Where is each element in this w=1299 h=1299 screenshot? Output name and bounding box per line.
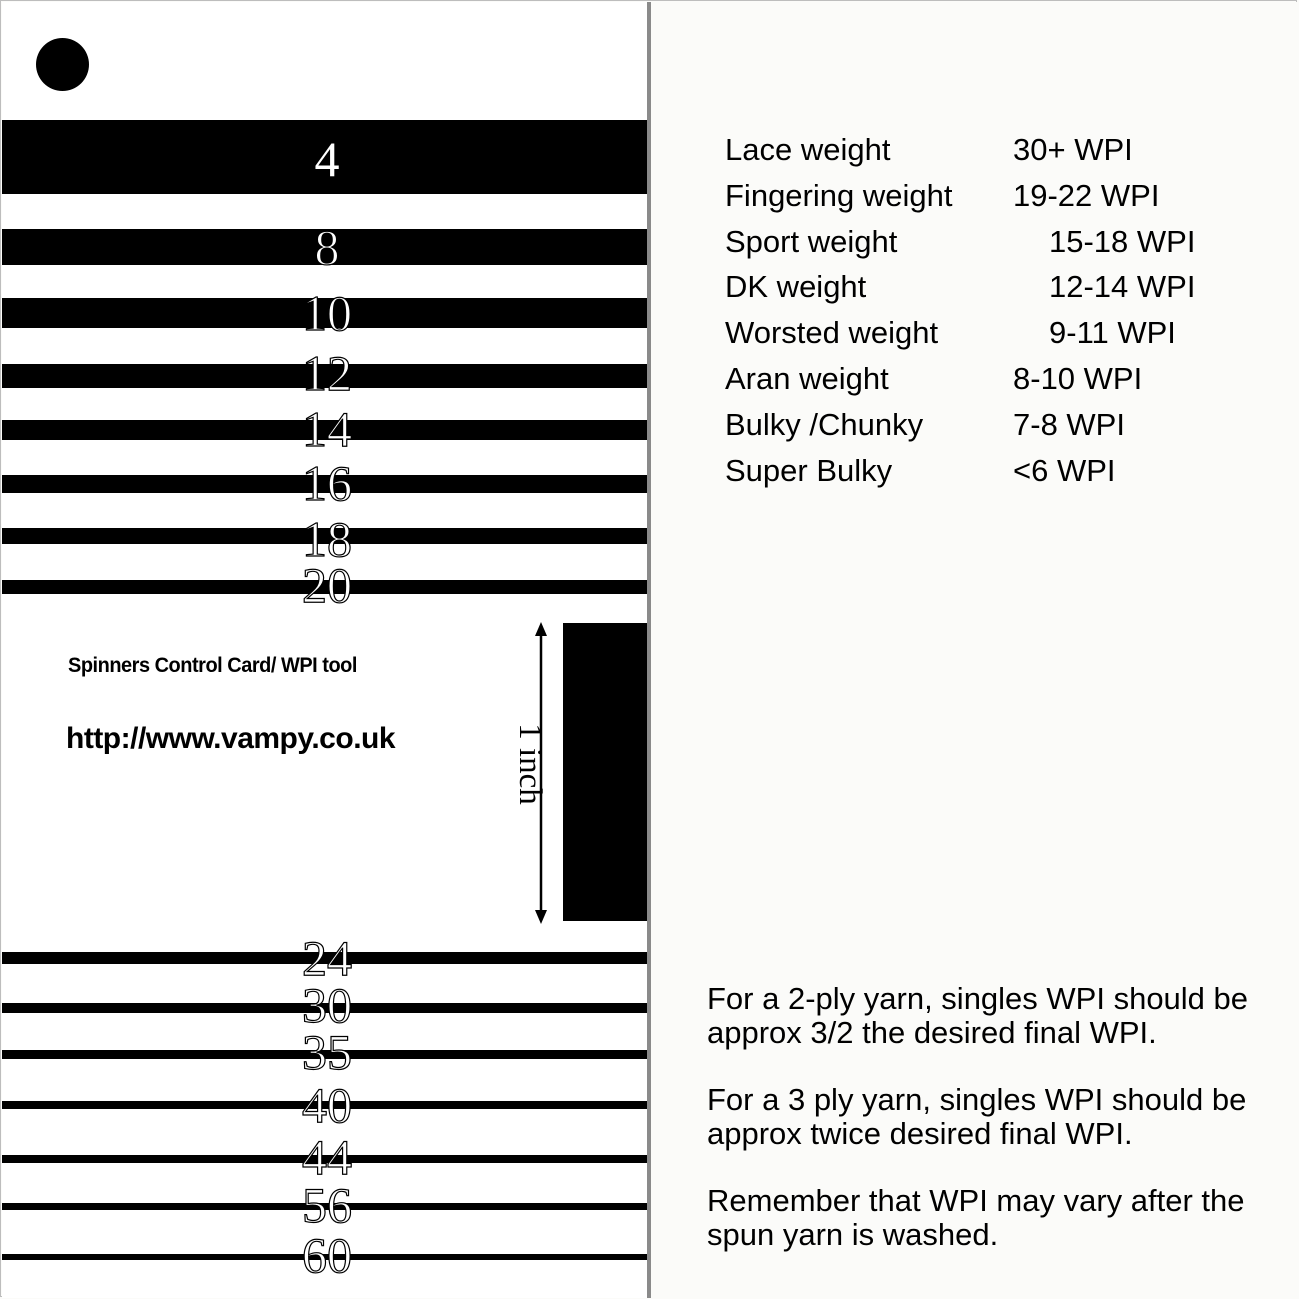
weight-wpi: 8-10 WPI [1013,360,1143,396]
weight-wpi: 12-14 WPI [1049,269,1196,305]
weight-name: Fingering weight [725,177,953,213]
weight-wpi: <6 WPI [1013,452,1116,488]
gauge-mark-60: 60 [302,1227,352,1283]
gauge-mark-12: 12 [302,345,352,401]
note-two-ply: For a 2-ply yarn, singles WPI should be approx 3/2 the desired final WPI. [707,981,1249,1050]
weight-name: Super Bulky [725,452,893,488]
weight-wpi: 9-11 WPI [1049,315,1176,351]
inch-block [563,623,647,921]
card-title: Spinners Control Card/ WPI tool [68,654,357,677]
gauge-mark-18: 18 [302,511,352,567]
gauge-mark-30: 30 [302,977,352,1033]
gauge-mark-16: 16 [302,455,352,511]
gauge-mark-56: 56 [302,1177,352,1233]
weight-name: Bulky /Chunky [725,406,924,442]
gauge-mark-10: 10 [302,285,352,341]
weight-name: Sport weight [725,223,898,259]
gauge-mark-20: 20 [302,557,352,613]
gauge-mark-4: 4 [314,131,340,187]
weight-name: DK weight [725,269,867,305]
weight-name: Aran weight [725,360,889,396]
gauge-mark-14: 14 [302,401,352,457]
plying-notes [707,982,1287,1285]
info-panel [651,2,1298,1298]
weight-name: Worsted weight [725,315,939,351]
weight-wpi: 19-22 WPI [1013,177,1160,213]
weight-wpi: 30+ WPI [1013,132,1133,167]
gauge-mark-44: 44 [302,1129,352,1185]
gauge-mark-35: 35 [302,1024,352,1080]
weight-wpi: 15-18 WPI [1049,223,1196,259]
weight-name: Lace weight [725,132,891,167]
gauge-mark-40: 40 [302,1077,352,1133]
punch-hole-icon [36,38,89,91]
weight-wpi: 7-8 WPI [1013,406,1125,442]
gauge-mark-24: 24 [302,930,352,986]
note-three-ply: For a 3 ply yarn, singles WPI should be approx twice desired final WPI. [707,1082,1247,1151]
inch-label: 1 inch [512,723,548,805]
card-url: http://www.vampy.co.uk [66,722,396,755]
wpi-gauge-panel [2,2,647,1298]
note-washing: Remember that WPI may vary after the spun yarn is washed. [707,1183,1245,1252]
gauge-mark-8: 8 [314,219,340,275]
